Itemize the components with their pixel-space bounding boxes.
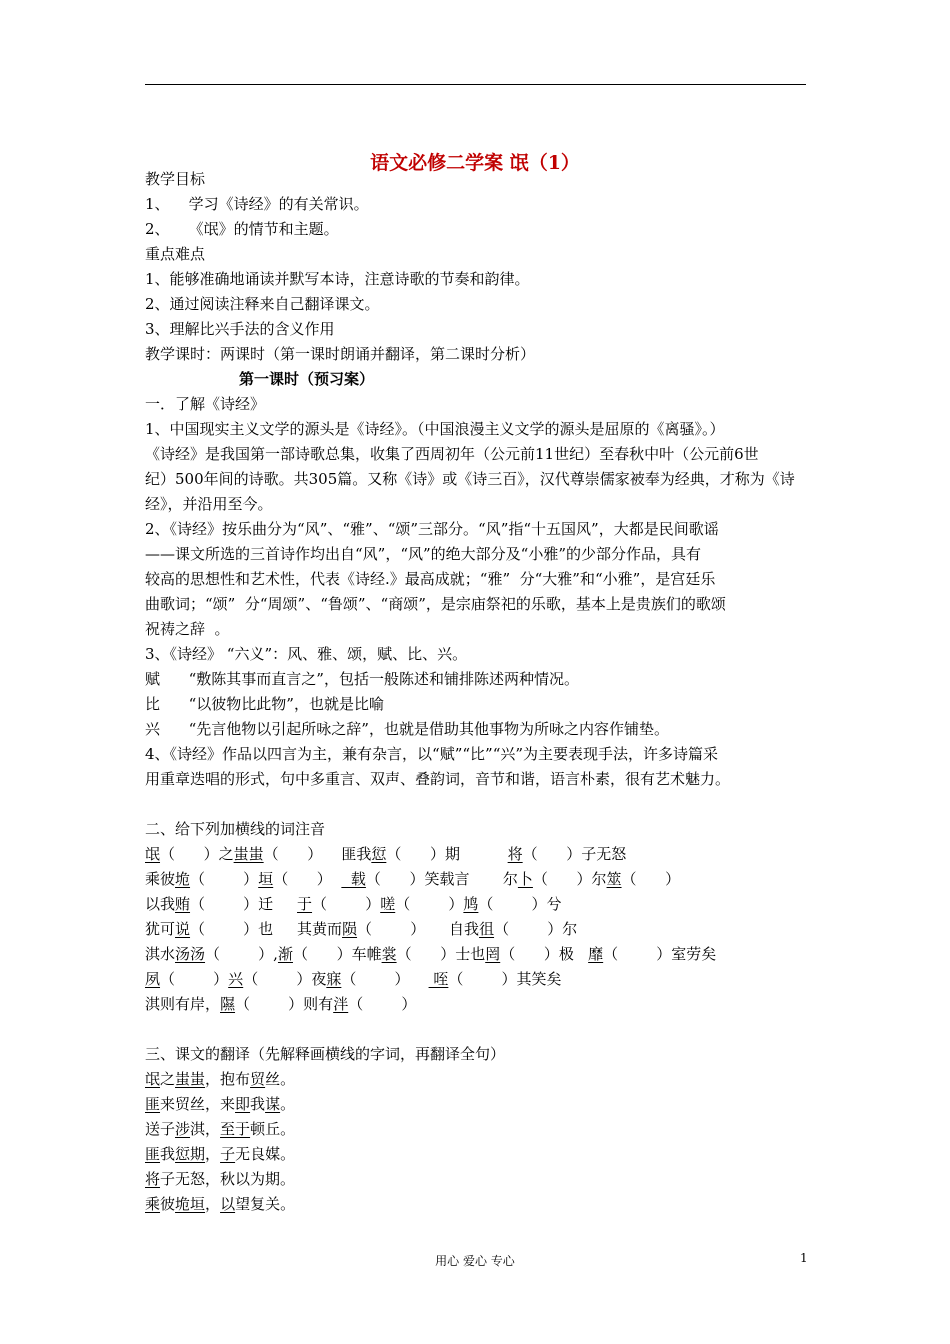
text-line: 第一课时（预习案） bbox=[145, 370, 374, 388]
text-line: 2、《诗经》按乐曲分为“风”、“雅”、“颂”三部分。“风”指“十五国风”，大都是民间歌谣 bbox=[145, 520, 719, 538]
text-line: 1、中国现实主义文学的源头是《诗经》。（中国浪漫主义文学的源头是屈原的《离骚》。） bbox=[145, 420, 725, 438]
text-line: 较高的思想性和艺术性，代表《诗经.》最高成就；“雅” 分“大雅”和“小雅”，是宫廷乐 bbox=[145, 570, 716, 588]
page-title: 语文必修二学案 氓（1） bbox=[370, 152, 580, 174]
text-line: 2、通过阅读注释来自己翻译课文。 bbox=[145, 295, 380, 313]
text-line: 将子无怒，秋以为期。 bbox=[145, 1170, 296, 1188]
text-line: 1、 学习《诗经》的有关常识。 bbox=[145, 195, 369, 213]
text-line: 曲歌词；“颂” 分“周颂”、“鲁颂”、“商颂”，是宗庙祭祀的乐歌，基本上是贵族们的歌颂 bbox=[145, 595, 726, 613]
text-line: 3、《诗经》 “六义”：风、雅、颂，赋、比、兴。 bbox=[145, 645, 468, 663]
footer-text: 用心 爱心 专心 bbox=[435, 1254, 515, 1268]
text-line: 兴 “先言他物以引起所咏之辞”，也就是借助其他事物为所咏之内容作铺垫。 bbox=[145, 720, 669, 738]
text-line: 赋 “敷陈其事而直言之”，包括一般陈述和铺排陈述两种情况。 bbox=[145, 670, 579, 688]
text-line: 犹可说（ ）也 其黄而陨（ ） 自我徂（ ）尔 bbox=[145, 920, 578, 938]
text-line: ——课文所选的三首诗作均出自“风”，“风”的绝大部分及“小雅”的少部分作品，具有 bbox=[145, 545, 702, 563]
text-line: 4、《诗经》作品以四言为主，兼有杂言，以“赋”“比”“兴”为主要表现手法，许多诗篇采 bbox=[145, 745, 719, 763]
text-line: 教学目标 bbox=[145, 170, 206, 188]
text-line: 教学课时：两课时（第一课时朗诵并翻译，第二课时分析） bbox=[145, 345, 536, 363]
text-line: 氓（ ）之蚩蚩（ ） 匪我愆（ ）期 将（ ）子无怒 bbox=[145, 845, 627, 863]
page-number: 1 bbox=[800, 1251, 808, 1265]
text-line: 经》，并沿用至今。 bbox=[145, 495, 273, 513]
text-line: 重点难点 bbox=[145, 245, 206, 263]
text-line: 1、能够准确地诵读并默写本诗，注意诗歌的节奏和韵律。 bbox=[145, 270, 530, 288]
text-line: 用重章迭唱的形式，句中多重言、双声、叠韵词，音节和谐，语言朴素，很有艺术魅力。 bbox=[145, 770, 731, 788]
header-rule bbox=[145, 84, 806, 85]
text-line: 夙（ ）兴（ ）夜寐（ ） 咥（ ）其笑矣 bbox=[145, 970, 562, 988]
text-line: 3、理解比兴手法的含义作用 bbox=[145, 320, 335, 338]
text-line: 2、 《氓》的情节和主题。 bbox=[145, 220, 339, 238]
text-line: 二、给下列加横线的词注音 bbox=[145, 820, 326, 838]
text-line: 匪来贸丝，来即我谋。 bbox=[145, 1095, 296, 1113]
text-line: 送子涉淇，至于顿丘。 bbox=[145, 1120, 296, 1138]
text-line: 祝祷之辞 。 bbox=[145, 620, 230, 638]
text-line: 《诗经》是我国第一部诗歌总集，收集了西周初年（公元前11世纪）至春秋中叶（公元前6世 bbox=[145, 445, 759, 463]
text-line: 匪我愆期，子无良媒。 bbox=[145, 1145, 296, 1163]
text-line: 乘彼垝（ ）垣（ ） 载（ ）笑载言 尔卜（ ）尔筮（ ） bbox=[145, 870, 681, 888]
text-line: 淇水汤汤（ ）,渐（ ）车帷裳（ ）士也罔（ ）极 靡（ ）室劳矣 bbox=[145, 945, 717, 963]
text-line: 乘彼垝垣，以望复关。 bbox=[145, 1195, 296, 1213]
text-line: 氓之蚩蚩，抱布贸丝。 bbox=[145, 1070, 296, 1088]
text-line: 三、课文的翻译（先解释画横线的字词，再翻译全句） bbox=[145, 1045, 506, 1063]
text-line: 纪）500年间的诗歌。共305篇。又称《诗》或《诗三百》，汉代尊崇儒家被奉为经典，才称为《诗 bbox=[145, 470, 795, 488]
text-line: 淇则有岸，隰（ ）则有泮（ ） bbox=[145, 995, 417, 1013]
text-line: 一．了解《诗经》 bbox=[145, 395, 266, 413]
text-line: 比 “以彼物比此物”，也就是比喻 bbox=[145, 695, 384, 713]
text-line: 以我贿（ ）迁 于（ ）嗟（ ）鸠（ ）兮 bbox=[145, 895, 562, 913]
